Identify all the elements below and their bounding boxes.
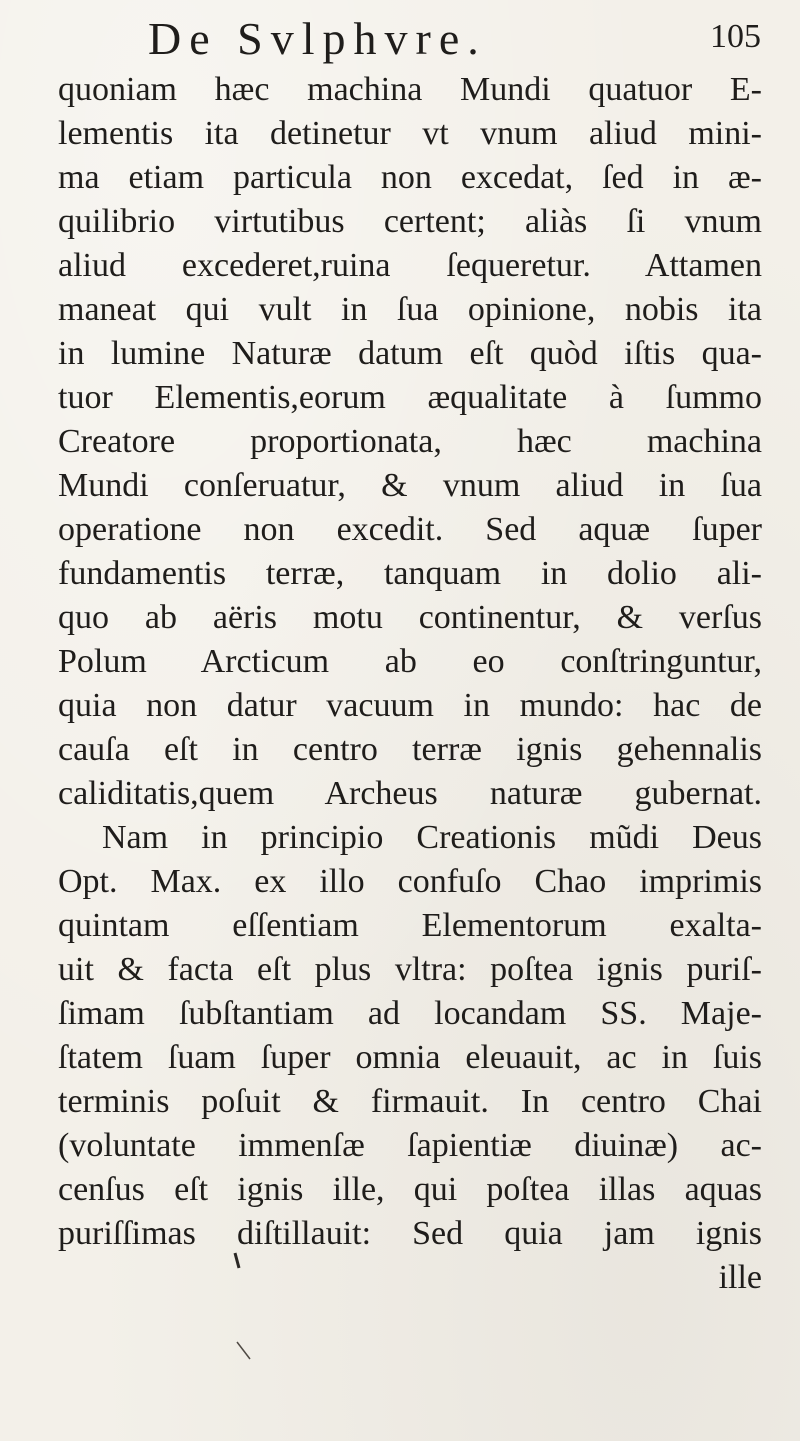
text-line: (voluntate immenſæ ſapientiæ diuinæ) ac- [58,1127,762,1164]
catchword: ille [718,1259,762,1296]
body-text [58,68,762,1300]
text-line: quia non datur vacuum in mundo: hac de [58,687,762,724]
text-line: cenſus eſt ignis ille, qui poſtea illas aquas [58,1171,762,1208]
ink-stroke-mark [237,1342,250,1359]
text-line: aliud excederet,ruina ſequeretur. Attamen [58,247,762,284]
text-line: tuor Elementis,eorum æqualitate à ſummo [58,379,762,416]
text-line: caliditatis,quem Archeus naturæ gubernat. [58,775,762,812]
page-number: 105 [710,18,761,55]
text-line: quintam eſſentiam Elementorum exalta- [58,907,762,944]
page-header [0,10,800,70]
text-line: operatione non excedit. Sed aquæ ſuper [58,511,762,548]
text-line: terminis poſuit & firmauit. In centro Chai [58,1083,762,1120]
text-line: ma etiam particula non excedat, ſed in æ- [58,159,762,196]
text-line: lementis ita detinetur vt vnum aliud mini- [58,115,762,152]
text-line: ſtatem ſuam ſuper omnia eleuauit, ac in ſuis [58,1039,762,1076]
text-line: Nam in principio Creationis mũdi Deus [102,819,762,856]
text-line: puriſſimas diſtillauit: Sed quia jam ignis [58,1215,762,1252]
text-line: fundamentis terræ, tanquam in dolio ali- [58,555,762,592]
text-line: Creatore proportionata, hæc machina [58,423,762,460]
text-line: quilibrio virtutibus certent; aliàs ſi vnum [58,203,762,240]
text-line: quo ab aëris motu continentur, & verſus [58,599,762,636]
text-line: in lumine Naturæ datum eſt quòd iſtis qua- [58,335,762,372]
running-title: De Svlphvre. [148,13,487,64]
text-line: ſimam ſubſtantiam ad locandam SS. Maje- [58,995,762,1032]
text-line: Mundi conſeruatur, & vnum aliud in ſua [58,467,762,504]
text-line: Opt. Max. ex illo confuſo Chao imprimis [58,863,762,900]
text-line: cauſa eſt in centro terræ ignis gehennalis [58,731,762,768]
text-line: uit & facta eſt plus vltra: poſtea ignis puriſ- [58,951,762,988]
text-line: quoniam hæc machina Mundi quatuor E- [58,71,762,108]
text-line: Polum Arcticum ab eo conſtringuntur, [58,643,762,680]
text-line: maneat qui vult in ſua opinione, nobis ita [58,291,762,328]
